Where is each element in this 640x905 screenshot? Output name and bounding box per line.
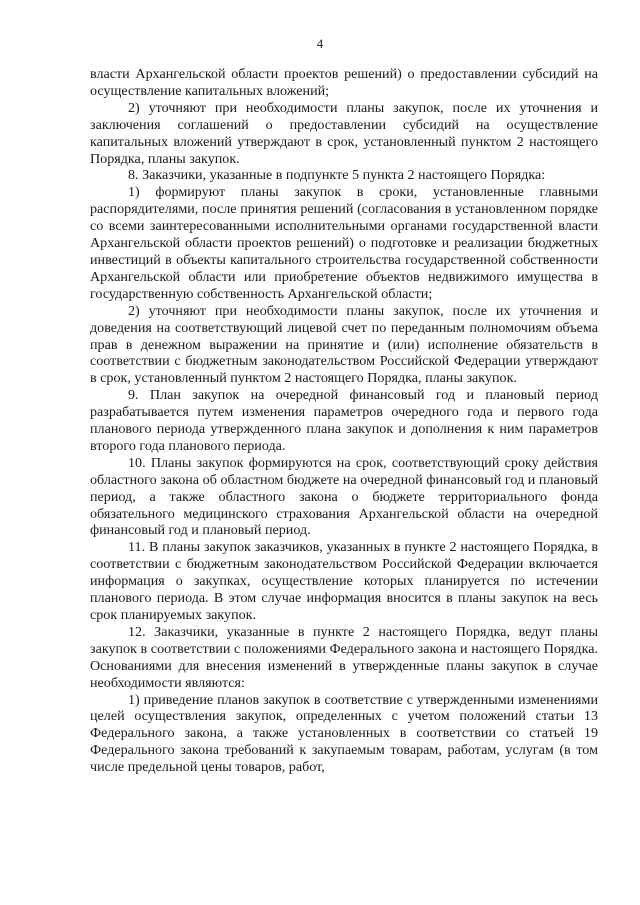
paragraph-7-item-2: 2) уточняют при необходимости планы закупок, после их уточнения и заключения соглашений о предоставлении субсидий на осуществление капитальных вложений утверждают в срок, установленный пунктом 2 настоящего Порядка, планы закупок. xyxy=(90,99,598,167)
paragraph-8-item-2: 2) уточняют при необходимости планы закупок, после их уточнения и доведения на соответствующий лицевой счет по переданным полномочиям объема прав в денежном выражении на принятие и (или) исполнение обязательств в соответствии с бюджетным законодательством Российской Федерации утверждают в срок, установленный пунктом 2 настоящего Порядка, планы закупок. xyxy=(90,302,598,387)
paragraph-continuation: власти Архангельской области проектов решений) о предоставлении субсидий на осуществление капитальных вложений; xyxy=(90,66,598,99)
paragraph-10: 10. Планы закупок формируются на срок, соответствующий сроку действия областного закона об областном бюджете на очередной финансовый год и плановый период, а также областного закона о бюджете территориального фонда обязательного медицинского страхования Архангельской области на очередной финансовый год и плановый период. xyxy=(90,454,598,539)
paragraph-11: 11. В планы закупок заказчиков, указанных в пункте 2 настоящего Порядка, в соответствии с бюджетным законодательством Российской Федерации включается информация о закупках, осуществление которых планируется по истечении планового периода. В этом случае информация вносится в планы закупок на весь срок планируемых закупок. xyxy=(90,539,598,623)
paragraph-12: 12. Заказчики, указанные в пункте 2 настоящего Порядка, ведут планы закупок в соответствии с положениями Федерального закона и настоящего Порядка. Основаниями для внесения изменений в утвержденные планы закупок в случае необходимости являются: xyxy=(90,623,598,691)
page-number: 4 xyxy=(316,36,324,51)
paragraph-9: 9. План закупок на очередной финансовый год и плановый период разрабатывается путем изменения параметров очередного года и первого года планового периода утвержденного плана закупок и дополнения к ним параметров второго года планового периода. xyxy=(90,387,598,454)
paragraph-12-item-1: 1) приведение планов закупок в соответствие с утвержденными изменениями целей осуществления закупок, определенных с учетом положений статьи 13 Федерального закона, а также установленных в соответствии со статьей 19 Федерального закона требований к закупаемым товарам, работам, услугам (в том числе предельной цены товаров, работ, xyxy=(90,691,598,776)
document-body xyxy=(90,66,598,776)
paragraph-8-item-1: 1) формируют планы закупок в сроки, установленные главными распорядителями, после принятия решений (согласования в установленном порядке со всеми заинтересованными исполнительными органами государственной власти Архангельской области проектов решений) о подготовке и реализации бюджетных инвестиций в объекты капитального строительства государственной собственности Архангельской области или приобретение объектов недвижимого имущества в государственную собственность Архангельской области; xyxy=(90,184,598,302)
paragraph-8: 8. Заказчики, указанные в подпункте 5 пункта 2 настоящего Порядка: xyxy=(128,167,546,184)
